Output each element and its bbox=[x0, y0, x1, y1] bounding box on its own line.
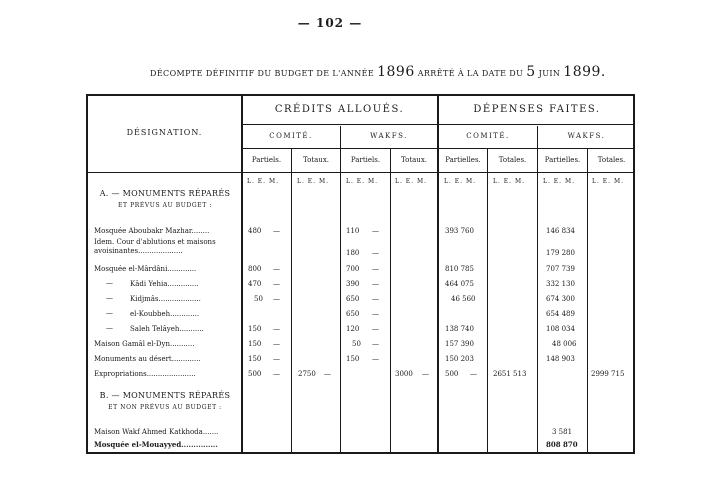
cell-depense-wakf-partielle: 654 489 bbox=[546, 310, 575, 318]
depenses-comite-partielles: Partielles. bbox=[445, 156, 481, 164]
cell-depense-comite-partielle: 138 740 bbox=[445, 325, 474, 333]
credits-comite-header: COMITÉ. bbox=[269, 132, 313, 140]
row-label: Monuments au désert............. bbox=[94, 355, 201, 363]
cell-credit-wakf-partiel: 50 bbox=[352, 340, 361, 348]
dash: — bbox=[273, 280, 280, 288]
units-label: L. E. M. bbox=[297, 178, 330, 185]
units-label: L. E. M. bbox=[543, 178, 576, 185]
title-date-day: 5 bbox=[526, 64, 536, 80]
credits-comite-partiels: Partiels. bbox=[251, 156, 282, 164]
dash: — bbox=[273, 295, 280, 303]
dash: — bbox=[372, 227, 379, 235]
ditto-mark: — bbox=[106, 279, 113, 287]
units-label: L. E. M. bbox=[346, 178, 379, 185]
title-prefix: DÉCOMPTE DÉFINITIF DU BUDGET DE L'ANNÉE bbox=[150, 69, 375, 78]
cell-credit-wakf-partiel: 650 bbox=[346, 310, 360, 318]
row-label: el-Koubbeh............. bbox=[130, 310, 200, 318]
row-label: Kidjmâs................... bbox=[130, 295, 201, 303]
dash: — bbox=[273, 265, 280, 273]
row-label: Maison Gamâl el-Dyn........... bbox=[94, 340, 195, 348]
cell-credit-comite-partiel: 500 bbox=[248, 370, 262, 378]
row-label: Mosquée el-Mouayyed............... bbox=[94, 440, 218, 449]
cell-credit-wakf-partiel: 120 bbox=[346, 325, 360, 333]
cell-credit-wakf-partiel: 650 bbox=[346, 295, 360, 303]
ditto-mark: — bbox=[106, 309, 113, 317]
cell-credit-comite-total: 2750 bbox=[298, 370, 316, 378]
credits-wakfs-header: WAKFS. bbox=[370, 132, 408, 140]
header-rule bbox=[242, 148, 633, 149]
row-label: Saleh Telâyeh........... bbox=[130, 325, 204, 333]
section-a-heading bbox=[88, 188, 242, 211]
row-label: Expropriations...................... bbox=[94, 370, 196, 378]
col-divider bbox=[537, 126, 538, 452]
dash: — bbox=[372, 355, 379, 363]
cell-depense-wakf-partielle: 808 870 bbox=[546, 440, 578, 449]
row-label: Maison Wakf Ahmed Katkhoda....... bbox=[94, 428, 219, 436]
cell-credit-wakf-total: 3000 bbox=[395, 370, 413, 378]
cell-depense-wakf-partielle: 707 739 bbox=[546, 265, 575, 273]
cell-depense-comite-partielle: 500 bbox=[445, 370, 459, 378]
title-middle: ARRÊTÉ À LA DATE DU bbox=[417, 69, 524, 78]
cell-credit-wakf-partiel: 390 bbox=[346, 280, 360, 288]
cell-credit-comite-partiel: 50 bbox=[254, 295, 263, 303]
col-divider bbox=[587, 148, 588, 452]
dash: — bbox=[273, 355, 280, 363]
dash: — bbox=[470, 370, 477, 378]
title-year1: 1896 bbox=[377, 64, 415, 80]
units-label: L. E. M. bbox=[247, 178, 280, 185]
dash: — bbox=[273, 370, 280, 378]
row-label: Kâdi Yehia.............. bbox=[130, 280, 199, 288]
cell-depense-wakf-partielle: 48 006 bbox=[552, 340, 577, 348]
dash: — bbox=[372, 295, 379, 303]
cell-depense-wakf-partielle: 146 834 bbox=[546, 227, 575, 235]
header-rule bbox=[242, 124, 633, 125]
col-divider bbox=[487, 148, 488, 452]
cell-depense-wakf-partielle: 179 280 bbox=[546, 249, 575, 257]
col-divider bbox=[291, 148, 292, 452]
section-b-heading bbox=[88, 390, 242, 413]
cell-depense-wakf-partielle: 332 130 bbox=[546, 280, 575, 288]
cell-depense-comite-partielle: 810 785 bbox=[445, 265, 474, 273]
depenses-wakfs-totales: Totales. bbox=[597, 156, 626, 164]
units-label: L. E. M. bbox=[444, 178, 477, 185]
cell-depense-comite-totale: 2651 513 bbox=[493, 370, 527, 378]
cell-credit-comite-partiel: 150 bbox=[248, 355, 262, 363]
cell-depense-wakf-totale: 2999 715 bbox=[591, 370, 625, 378]
col-divider bbox=[437, 96, 439, 452]
section-b-line2: ET NON PRÉVUS AU BUDGET : bbox=[108, 404, 222, 411]
budget-table bbox=[86, 94, 635, 454]
dash: — bbox=[324, 370, 331, 378]
col-divider bbox=[340, 126, 341, 452]
designation-header: DÉSIGNATION. bbox=[126, 128, 203, 137]
cell-depense-comite-partielle: 150 203 bbox=[445, 355, 474, 363]
ditto-mark: — bbox=[106, 294, 113, 302]
dash: — bbox=[372, 265, 379, 273]
cell-credit-wakf-partiel: 180 bbox=[346, 249, 360, 257]
cell-depense-wakf-partielle: 148 903 bbox=[546, 355, 575, 363]
cell-depense-comite-partielle: 393 760 bbox=[445, 227, 474, 235]
section-b-letter: B. — bbox=[99, 391, 120, 400]
cell-depense-wakf-partielle: 108 034 bbox=[546, 325, 575, 333]
cell-credit-comite-partiel: 470 bbox=[248, 280, 262, 288]
dash: — bbox=[372, 249, 379, 257]
cell-depense-comite-partielle: 157 390 bbox=[445, 340, 474, 348]
cell-depense-wakf-partielle: 3 581 bbox=[552, 428, 573, 436]
cell-depense-comite-partielle: 464 075 bbox=[445, 280, 474, 288]
dash: — bbox=[372, 310, 379, 318]
credits-wakfs-totaux: Totaux. bbox=[400, 156, 427, 164]
section-a-letter: A. — bbox=[99, 189, 120, 198]
depenses-wakfs-partielles: Partielles. bbox=[544, 156, 581, 164]
dash: — bbox=[273, 325, 280, 333]
cell-depense-wakf-partielle: 674 300 bbox=[546, 295, 575, 303]
cell-credit-wakf-partiel: 110 bbox=[346, 227, 360, 235]
cell-depense-comite-partielle: 46 560 bbox=[451, 295, 476, 303]
depenses-comite-totales: Totales. bbox=[498, 156, 527, 164]
depenses-header: DÉPENSES FAITES. bbox=[473, 104, 601, 115]
units-label: L. E. M. bbox=[592, 178, 625, 185]
row-label: Mosquée Aboubakr Mazhar........ bbox=[94, 227, 210, 235]
dash: — bbox=[273, 227, 280, 235]
dash: — bbox=[372, 340, 379, 348]
page-number: — 102 — bbox=[297, 16, 363, 30]
cell-credit-comite-partiel: 480 bbox=[248, 227, 262, 235]
row-label: Mosquée el-Mârdâni............. bbox=[94, 265, 197, 273]
document-title bbox=[150, 64, 606, 80]
cell-credit-comite-partiel: 150 bbox=[248, 340, 262, 348]
dash: — bbox=[372, 325, 379, 333]
credits-comite-totaux: Totaux. bbox=[302, 156, 329, 164]
col-divider bbox=[390, 148, 391, 452]
depenses-wakfs-header: WAKFS. bbox=[567, 132, 606, 140]
cell-credit-comite-partiel: 800 bbox=[248, 265, 262, 273]
cell-credit-wakf-partiel: 150 bbox=[346, 355, 360, 363]
cell-credit-wakf-partiel: 700 bbox=[346, 265, 360, 273]
dash: — bbox=[273, 340, 280, 348]
header-rule bbox=[88, 172, 633, 173]
title-date-month: JUIN bbox=[538, 69, 561, 78]
units-label: L. E. M. bbox=[395, 178, 428, 185]
dash: — bbox=[372, 280, 379, 288]
title-year2: 1899. bbox=[563, 64, 606, 80]
dash: — bbox=[422, 370, 429, 378]
section-b-line1: MONUMENTS RÉPARÉS bbox=[122, 391, 231, 400]
credits-wakfs-partiels: Partiels. bbox=[350, 156, 381, 164]
units-label: L. E. M. bbox=[493, 178, 526, 185]
cell-credit-comite-partiel: 150 bbox=[248, 325, 262, 333]
row-label: Idem. Cour d'ablutions et maisons avoisinantes.................... bbox=[94, 238, 216, 255]
ditto-mark: — bbox=[106, 324, 113, 332]
section-a-line2: ET PRÉVUS AU BUDGET : bbox=[118, 202, 212, 209]
depenses-comite-header: COMITÉ. bbox=[466, 132, 510, 140]
credits-header: CRÉDITS ALLOUÉS. bbox=[274, 104, 405, 115]
section-a-line1: MONUMENTS RÉPARÉS bbox=[122, 189, 231, 198]
